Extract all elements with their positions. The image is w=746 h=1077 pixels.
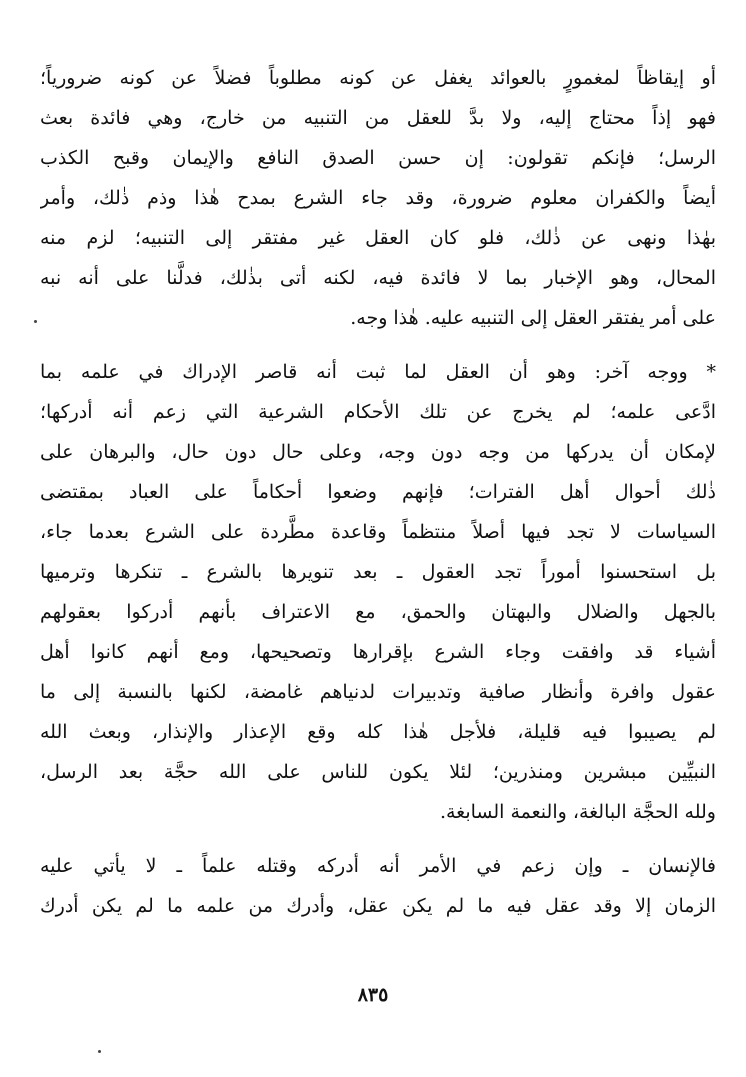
text-line: ولله الحجَّة البالغة، والنعمة السابغة.: [439, 801, 716, 823]
text-line: ذٰلك أحوال أهل الفترات؛ فإنهم وضعوا أحكاماً على العباد بمقتضى: [40, 481, 716, 503]
text-line: بل استحسنوا أموراً تجد العقول ـ بعد تنويرها بالشرع ـ تنكرها وترميها: [40, 561, 716, 583]
page-body: [40, 58, 716, 926]
text-line: الزمان إلا وقد عقل فيه ما لم يكن عقل، وأدرك من علمه ما لم يكن أدرك: [40, 895, 716, 917]
text-line: ادَّعى علمه؛ لم يخرج عن تلك الأحكام الشرعية التي زعم أنه أدركها؛: [40, 401, 716, 423]
text-line: النبيِّين مبشرين ومنذرين؛ لئلا يكون للناس على الله حجَّة بعد الرسل،: [40, 761, 716, 783]
text-line: بالجهل والضلال والبهتان والحمق، مع الاعتراف بأنهم أدركوا بعقولهم: [40, 601, 716, 623]
page-number: ٨٣٥: [357, 984, 389, 1006]
text-line: لم يصيبوا فيه قليلة، فلأجل هٰذا كله وقع الإعذار والإنذار، وبعث الله: [40, 721, 716, 743]
text-line: أشياء قد وافقت وجاء الشرع بإقرارها وتصحيحها، ومع أنهم كانوا أهل: [40, 641, 716, 663]
text-line: * ووجه آخر: وهو أن العقل لما ثبت أنه قاصر الإدراك في علمه بما: [40, 361, 716, 383]
text-line: على أمر يفتقر العقل إلى التنبيه عليه. هٰذا وجه.: [350, 307, 716, 329]
text-line: أيضاً والكفران معلوم ضرورة، وقد جاء الشرع بمدح هٰذا وذم ذٰلك، وأمر: [40, 187, 716, 209]
text-line: المحال، وهو الإخبار بما لا فائدة فيه، لكنه أتى بذٰلك، فدلَّنا على أنه نبه: [40, 267, 716, 289]
text-line: الرسل؛ فإنكم تقولون: إن حسن الصدق النافع والإيمان وقبح الكذب: [40, 147, 716, 169]
text-line: فهو إذاً محتاج إليه، ولا بدَّ للعقل من التنبيه من خارج، وهي فائدة بعث: [40, 107, 716, 129]
text-line: بهٰذا ونهى عن ذٰلك، فلو كان العقل غير مفتقر إلى التنبيه؛ لزم منه: [40, 227, 716, 249]
text-line: أو إيقاظاً لمغمورٍ بالعوائد يغفل عن كونه مطلوباً فضلاً عن كونه ضرورياً؛: [40, 67, 716, 89]
scan-speck: [34, 320, 37, 323]
text-line: السياسات لا تجد فيها أصلاً منتظماً وقاعدة مطَّردة على الشرع بعدما جاء،: [40, 521, 716, 543]
paragraph-1: [40, 58, 716, 338]
text-line: عقول وافرة وأنظار صافية وتدبيرات لدنياهم غامضة، لكنها بالنسبة إلى ما: [40, 681, 716, 703]
scan-speck: [98, 1050, 101, 1053]
paragraph-3: [40, 846, 716, 926]
paragraph-2: [40, 352, 716, 832]
text-line: فالإنسان ـ وإن زعم في الأمر أنه أدركه وقتله علماً ـ لا يأتي عليه: [40, 855, 716, 877]
text-line: لإمكان أن يدركها من وجه دون وجه، وعلى حال دون حال، والبرهان على: [40, 441, 716, 463]
